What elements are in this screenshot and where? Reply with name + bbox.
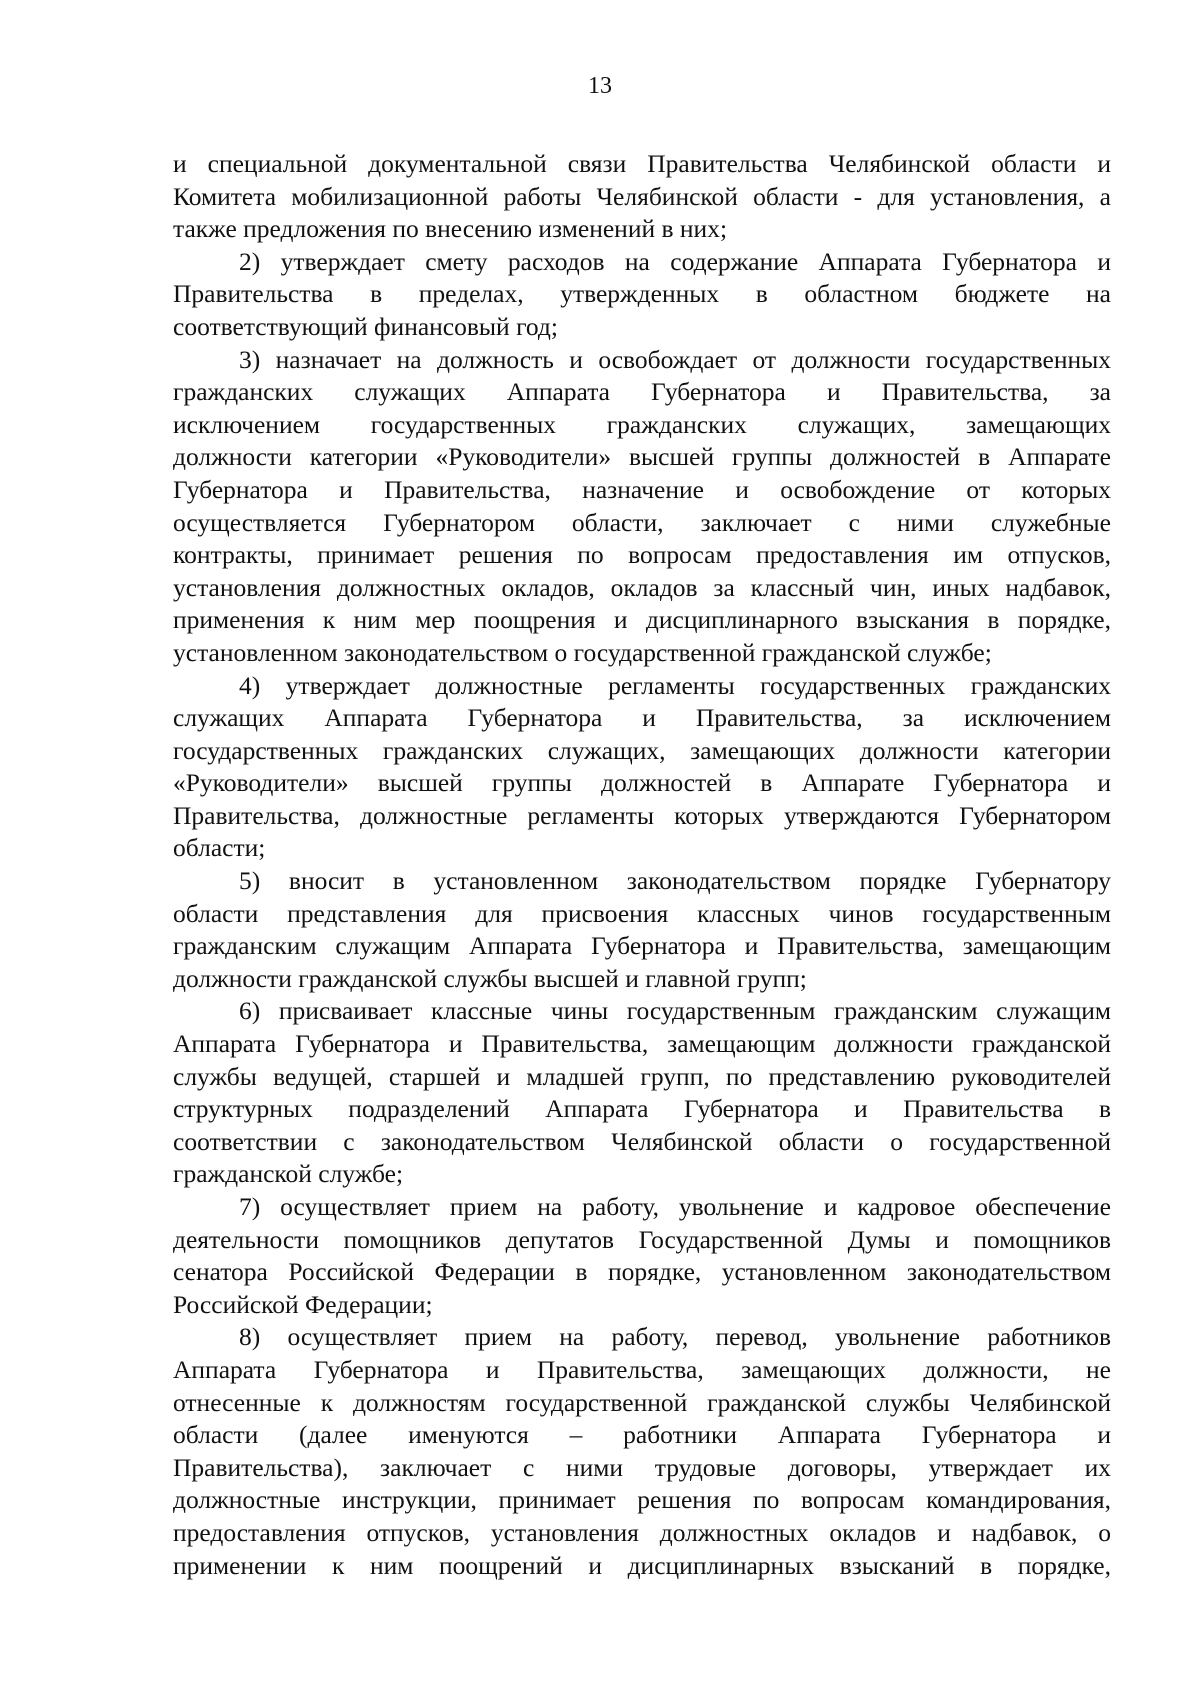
text-line: области;	[173, 833, 266, 863]
page-number: 13	[588, 73, 612, 99]
paragraph	[173, 246, 1111, 344]
text-line: 5) вносит в установленном законодательством порядке Губернатору	[239, 866, 1111, 896]
text-line: государственных гражданских служащих, замещающих должности категории	[173, 735, 1111, 765]
paragraph	[173, 1191, 1111, 1321]
text-line: сенатора Российской Федерации в порядке, установленном законодательством	[173, 1257, 1111, 1287]
text-line: Комитета мобилизационной работы Челябинской области - для установления, а	[173, 181, 1111, 211]
paragraph	[173, 148, 1111, 246]
text-line: контракты, принимает решения по вопросам предоставления им отпусков,	[173, 540, 1111, 570]
text-line: должности гражданской службы высшей и главной групп;	[173, 963, 807, 993]
text-line: 7) осуществляет прием на работу, увольнение и кадровое обеспечение	[239, 1192, 1111, 1221]
text-line: гражданским служащим Аппарата Губернатора и Правительства, замещающим	[173, 931, 1111, 961]
text-line: 3) назначает на должность и освобождает от должности государственных	[239, 344, 1111, 374]
text-line: 4) утверждает должностные регламенты государственных гражданских	[239, 670, 1111, 700]
text-line: деятельности помощников депутатов Государственной Думы и помощников	[173, 1224, 1111, 1254]
text-line: служащих Аппарата Губернатора и Правительства, за исключением	[173, 703, 1111, 733]
paragraph	[173, 344, 1111, 670]
text-line: структурных подразделений Аппарата Губернатора и Правительства в	[173, 1094, 1111, 1124]
text-line: 2) утверждает смету расходов на содержание Аппарата Губернатора и	[239, 246, 1111, 276]
paragraph	[173, 865, 1111, 995]
text-line: Правительства в пределах, утвержденных в областном бюджете на	[173, 279, 1111, 309]
text-line: применении к ним поощрений и дисциплинарных взысканий в порядке,	[173, 1550, 1111, 1580]
text-line: области представления для присвоения классных чинов государственным	[173, 898, 1111, 928]
text-line: применения к ним мер поощрения и дисциплинарного взыскания в порядке,	[173, 605, 1111, 635]
text-line: службы ведущей, старшей и младшей групп, по представлению руководителей	[173, 1061, 1111, 1091]
paragraph	[173, 1321, 1111, 1582]
text-line: 6) присваивает классные чины государственным гражданским служащим	[239, 996, 1111, 1026]
text-line: исключением государственных гражданских служащих, замещающих	[173, 409, 1111, 439]
text-line: предоставления отпусков, установления должностных окладов и надбавок, о	[173, 1517, 1111, 1547]
text-line: соответствующий финансовый год;	[173, 311, 558, 341]
text-line: отнесенные к должностям государственной гражданской службы Челябинской	[173, 1387, 1111, 1417]
text-line: установления должностных окладов, окладов за классный чин, иных надбавок,	[173, 572, 1111, 602]
text-line: гражданской службе;	[173, 1159, 404, 1189]
text-line: Губернатора и Правительства, назначение и освобождение от которых	[173, 474, 1111, 504]
text-line: 8) осуществляет прием на работу, перевод, увольнение работников	[239, 1322, 1111, 1352]
text-line: осуществляется Губернатором области, заключает с ними служебные	[173, 507, 1111, 537]
document-body	[173, 148, 1111, 1582]
text-line: области (далее именуются – работники Аппарата Губернатора и	[173, 1420, 1111, 1450]
text-line: Правительства, должностные регламенты которых утверждаются Губернатором	[173, 800, 1111, 830]
text-line: «Руководители» высшей группы должностей в Аппарате Губернатора и	[173, 768, 1111, 798]
text-line: должности категории «Руководители» высшей группы должностей в Аппарате	[173, 442, 1111, 472]
text-line: гражданских служащих Аппарата Губернатора и Правительства, за	[173, 377, 1111, 407]
paragraph	[173, 995, 1111, 1191]
text-line: также предложения по внесению изменений в них;	[173, 214, 728, 244]
text-line: Российской Федерации;	[173, 1289, 433, 1319]
text-line: Правительства), заключает с ними трудовые договоры, утверждает их	[173, 1452, 1111, 1482]
text-line: Аппарата Губернатора и Правительства, замещающих должности, не	[173, 1354, 1111, 1384]
paragraph	[173, 670, 1111, 866]
text-line: соответствии с законодательством Челябинской области о государственной	[173, 1126, 1111, 1156]
text-line: Аппарата Губернатора и Правительства, замещающим должности гражданской	[173, 1029, 1111, 1059]
text-line: и специальной документальной связи Правительства Челябинской области и	[173, 149, 1111, 178]
text-line: должностные инструкции, принимает решения по вопросам командирования,	[173, 1485, 1111, 1515]
text-line: установленном законодательством о государственной гражданской службе;	[173, 637, 992, 667]
